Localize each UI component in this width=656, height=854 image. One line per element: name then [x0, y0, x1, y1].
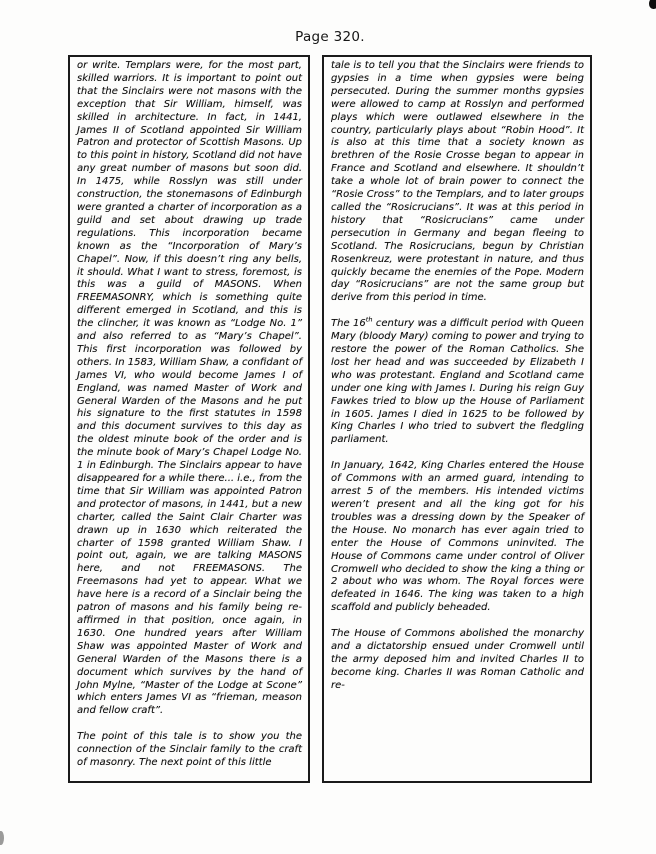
left-column-box	[68, 55, 310, 783]
scan-artifact	[0, 831, 4, 845]
superscript-ordinal: th	[365, 315, 373, 324]
paragraph: The House of Commons abolished the monarchy and a dictatorship ensued under Cromwell until the army deposed him and invited Charles II to become king. Charles II was Roman Catholic and re-	[331, 628, 584, 691]
paragraph: In January, 1642, King Charles entered the House of Commons with an armed guard, intending to arrest 5 of the members. His intended victims weren’t present and all the king got for his troubles was a dressing down by the Speaker of the House. No monarch has ever again tried to enter the House of Commons uninvited. The House of Commons came under control of Oliver Cromwell who decided to show the king a thing or 2 about who was whom. The Royal forces were defeated in 1646. The king was taken to a high scaffold and publicly beheaded.	[331, 460, 584, 614]
paragraph: or write. Templars were, for the most part, skilled warriors. It is important to point out that the Sinclairs were not masons with the exception that Sir William, himself, was skilled in architecture. In fact, in 1441, James II of Scotland appointed Sir William Patron and protector of Scottish Masons. Up to this point in history, Scotland did not have any great number of masons but soon did. In 1475, while Rosslyn was still under construction, the stonemasons of Edinburgh were granted a charter of incorporation as a guild and set about drawing up trade regulations. This incorporation became known as the “Incorporation of Mary’s Chapel”. Now, if this doesn’t ring any bells, it should. What I want to stress, foremost, is this was a guild of MASONS. When FREEMASONRY, which is something quite different emerged in Scotland, and this is the clincher, it was known as “Lodge No. 1” and also referred to as “Mary’s Chapel”. This first incorporation was followed by others. In 1583, William Shaw, a confidant of James VI, who would become James I of England, was named Master of Work and General Warden of the Masons and he put his signature to the first statutes in 1598 and this document survives to this day as the oldest minute book of the order and is the minute book of Mary’s Chapel Lodge No. 1 in Edinburgh. The Sinclairs appear to have disappeared for a while there... i.e., from the time that Sir William was appointed Patron and protector of masons, in 1441, but a new charter, called the Saint Clair Charter was drawn up in 1630 which reiterated the charter of 1598 granted William Shaw. I point out, again, we are talking MASONS here, and not FREEMASONS. The Freemasons had yet to appear. What we have here is a record of a Sinclair being the patron of masons and his family being re-affirmed in that position, once again, in 1630. One hundred years after William Shaw was appointed Master of Work and General Warden of the Masons there is a document which survives by the hand of John Mylne, “Master of the Lodge at Scone” which enters James VI as “frieman, meason and fellow craft”.	[77, 60, 302, 717]
paragraph-text: century was a difficult period with Queen Mary (bloody Mary) coming to power and trying to restore the power of the Roman Catholics. She lost her head and was succeeded by Elizabeth I who was protestant. England and Scotland came under one king with James I. During his reign Guy Fawkes tried to blow up the House of Parliament in 1605. James I died in 1625 to be followed by King Charles I who tried to subvert the fledgling parliament.	[331, 318, 584, 446]
paragraph: tale is to tell you that the Sinclairs were friends to gypsies in a time when gypsies were being persecuted. During the summer months gypsies were allowed to camp at Rosslyn and performed plays which were outlawed elsewhere in the country, particularly plays about “Robin Hood”. It is also at this time that a society known as brethren of the Rosie Crosse began to appear in France and Scotland and elsewhere. It shouldn’t take a whole lot of brain power to connect the “Rosie Cross” to the Templars, and to later groups called the “Rosicrucians”. It was at this period in history that “Rosicrucians” came under persecution in Germany and began fleeing to Scotland. The Rosicrucians, begun by Christian Rosenkreuz, were protestant in nature, and thus quickly became the enemies of the Pope. Modern day “Rosicrucians” are not the same group but derive from this period in time.	[331, 60, 584, 304]
scan-artifact	[649, 0, 656, 9]
page-number: Page 320.	[295, 29, 365, 45]
paragraph	[331, 315, 584, 447]
paragraph-text: The 16	[331, 318, 366, 330]
paragraph: The point of this tale is to show you the connection of the Sinclair family to the craft of masonry. The next point of this little	[77, 731, 302, 769]
right-column-box	[322, 55, 592, 783]
